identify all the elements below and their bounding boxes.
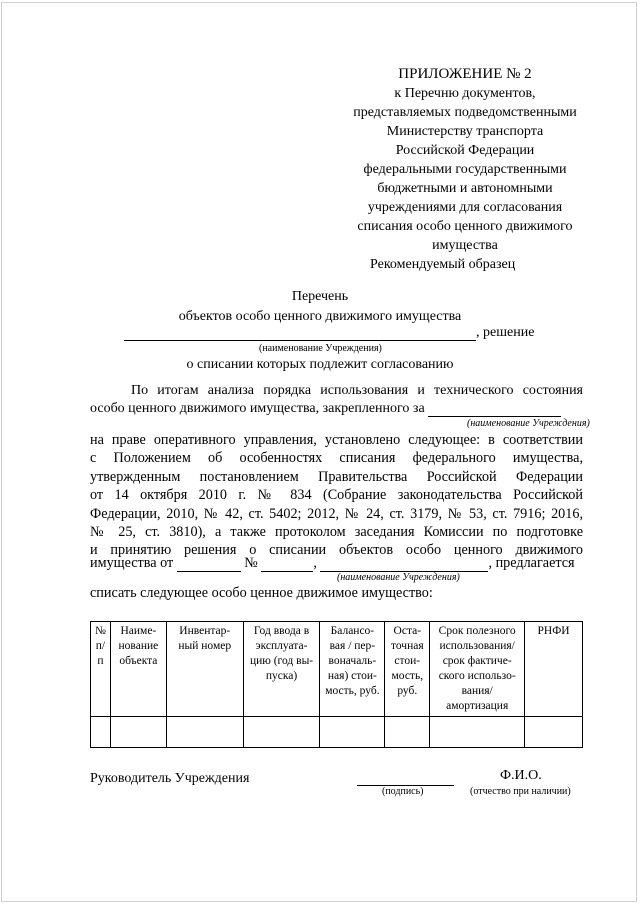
appendix-line: представляемых подведомственными xyxy=(353,105,577,120)
para-assigned-row xyxy=(90,401,561,417)
write-off-line: списать следующее особо ценное движимое имущество: xyxy=(90,585,433,601)
table-cell[interactable] xyxy=(525,717,583,748)
number-blank[interactable] xyxy=(261,557,313,572)
appendix-line: учреждениями для согласования xyxy=(367,200,563,215)
property-table xyxy=(90,621,583,748)
col-header-year: Год ввода в эксплуата- цию (год вы- пуска) xyxy=(243,622,320,717)
appendix-title: ПРИЛОЖЕНИЕ № 2 xyxy=(398,66,532,82)
col-header-balance-cost: Балансо- вая / пер- воначаль- ная) стои- мость, руб. xyxy=(320,622,385,717)
col-header-number: № п/ п xyxy=(91,622,111,717)
para-line: от 14 октября 2010 г. № 834 (Собрание законодательства Российской xyxy=(90,487,583,504)
table-cell[interactable] xyxy=(110,717,166,748)
table-header-row xyxy=(91,622,583,717)
appendix-line: Российской Федерации xyxy=(395,143,535,158)
fio-caption: (отчество при наличии) xyxy=(470,786,571,797)
property-from-text: имущества от xyxy=(90,555,174,571)
institution-row xyxy=(124,325,534,341)
number-sign: № xyxy=(244,555,258,571)
list-title: Перечень xyxy=(291,289,349,304)
para-line: утвержденным постановлением Правительства Российской Федерации xyxy=(90,468,583,485)
col-header-inventory: Инвентар- ный номер xyxy=(166,622,243,717)
table-cell[interactable] xyxy=(166,717,243,748)
property-date-row xyxy=(90,555,575,572)
commission-institution-blank[interactable] xyxy=(320,557,488,572)
appendix-line: федеральными государственными xyxy=(363,162,567,177)
table-row xyxy=(91,717,583,748)
table-cell[interactable] xyxy=(385,717,430,748)
recommended-sample-label: Рекомендуемый образец xyxy=(370,257,516,272)
director-label: Руководитель Учреждения xyxy=(90,771,250,786)
fio-label: Ф.И.О. xyxy=(500,768,542,783)
date-blank[interactable] xyxy=(177,557,241,572)
para-line: с Положением об особенностях списания федерального имущества, xyxy=(90,450,583,467)
list-approval-line: о списании которых подлежит согласованию xyxy=(186,357,454,372)
institution-caption: (наименование Учреждения) xyxy=(259,343,382,354)
list-subtitle: объектов особо ценного движимого имущества xyxy=(178,309,462,324)
comma: , xyxy=(313,555,317,571)
appendix-block xyxy=(320,64,610,255)
para-assigned-text: особо ценного движимого имущества, закрепленного за xyxy=(90,401,425,416)
appendix-line: списания особо ценного движимого xyxy=(357,219,573,234)
proposed-suffix: , предлагается xyxy=(488,555,575,571)
para-body xyxy=(90,431,583,560)
col-header-useful-life: Срок полезного использования/ срок фактиче- ского использо- вания/ амортизация xyxy=(430,622,525,717)
appendix-line: к Перечню документов, xyxy=(394,86,536,101)
table-cell[interactable] xyxy=(320,717,385,748)
assigned-institution-caption: (наименование Учреждения) xyxy=(467,418,590,429)
col-header-name: Наиме- нование объекта xyxy=(110,622,166,717)
assigned-institution-blank[interactable] xyxy=(428,402,561,417)
para-line: № 25, ст. 3810), а также протоколом заседания Комиссии по подготовке xyxy=(90,523,583,540)
appendix-line: бюджетными и автономными xyxy=(377,181,553,196)
col-header-residual-cost: Оста- точная стои- мость, руб. xyxy=(385,622,430,717)
para-line: Федерации, 2010, № 42, ст. 5402; 2012, № 24, ст. 3179, № 53, ст. 7916; 2016, xyxy=(90,505,583,522)
appendix-line: имущества xyxy=(432,238,498,253)
decision-suffix: , решение xyxy=(476,325,535,340)
para-line: на праве оперативного управления, установлено следующее: в соответствии xyxy=(90,432,583,448)
table-cell[interactable] xyxy=(243,717,320,748)
para-first-line: По итогам анализа порядка использования и технического состояния xyxy=(131,383,583,398)
appendix-line: Министерству транспорта xyxy=(386,124,544,139)
table-cell[interactable] xyxy=(430,717,525,748)
institution-blank[interactable] xyxy=(124,325,476,341)
para-line: и принятию решения о списании объектов особо ценного движимого xyxy=(90,542,583,559)
commission-institution-caption: (наименование Учреждения) xyxy=(337,572,460,583)
col-header-rnfi: РНФИ xyxy=(525,622,583,717)
signature-caption: (подпись) xyxy=(382,786,424,797)
table-cell[interactable] xyxy=(91,717,111,748)
